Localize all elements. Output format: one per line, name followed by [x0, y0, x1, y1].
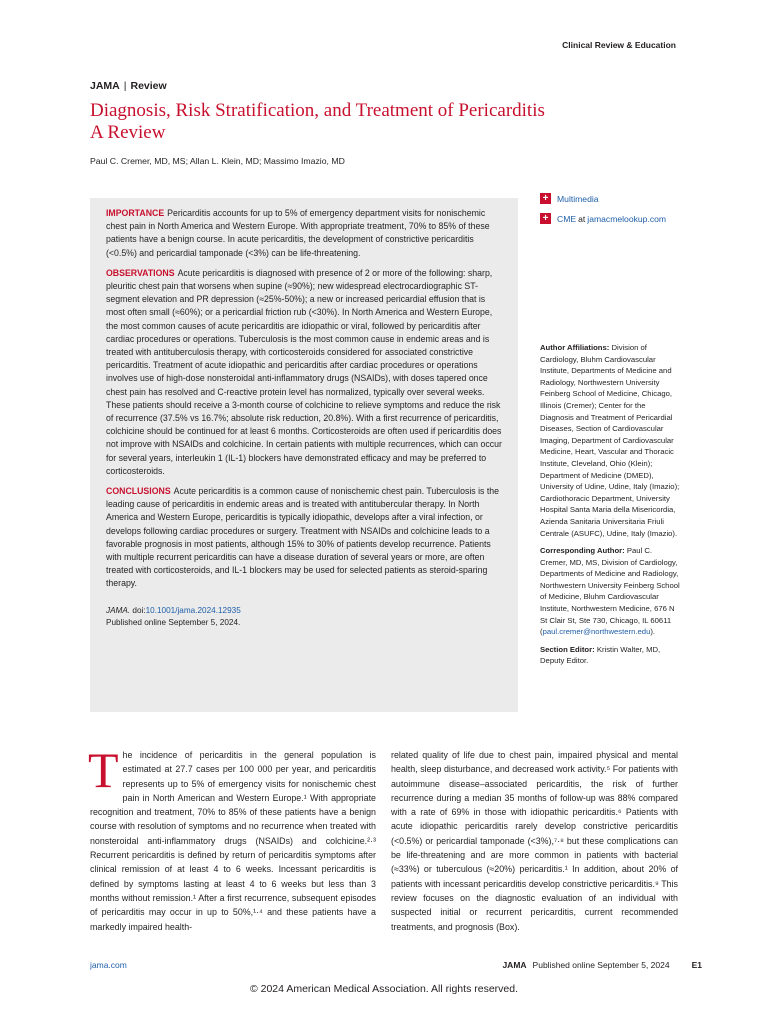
- abstract-text: Acute pericarditis is diagnosed with presence of 2 or more of the following: sharp, pleuritic chest pain that worsens when supine (≈90%); new widespread electrocardiographic ST-segment elevation and PR depression (≈25%-50%); a new or increased pericardial effusion that is most often small (≈60%); or a pericardial friction rub (<30%). In North America and Western Europe, the most common causes of acute pericarditis are idiopathic or viral, followed by pericarditis after cardiac procedures or operations. Tuberculosis is the most common cause in endemic areas and is treated with antituberculosis therapy, with corticosteroids considered for associated constrictive pericarditis. Treatment of acute idiopathic and pericarditis after cardiac procedures or operations involves use of high-dose nonsteroidal anti-inflammatory drugs (NSAIDs), with doses tapered once chest pain has resolved and C-reactive protein level has normalized, typically over several weeks. These patients should receive a 3-month course of colchicine to relieve symptoms and reduce the risk of recurrence (37.5% vs 16.7%; absolute risk reduction, 20.8%). With a first recurrence of pericarditis, colchicine should be continued for at least 6 months. Corticosteroids are often used if pericarditis does not improve with NSAIDs and colchicine. In certain patients with multiple recurrences, which can occur for several years, interleukin 1 (IL-1) blockers have demonstrated efficacy and may be preferred to corticosteroids.: [106, 267, 502, 476]
- corresponding-heading: Corresponding Author:: [540, 546, 625, 556]
- body-column-right: [391, 748, 678, 934]
- abstract-box: [90, 198, 518, 712]
- author-list: Paul C. Cremer, MD, MS; Allan L. Klein, MD; Massimo Imazio, MD: [90, 156, 345, 166]
- plus-icon: +: [540, 213, 551, 224]
- journal-separator: |: [123, 80, 127, 92]
- corresponding-end: ).: [650, 627, 656, 637]
- affiliations-text: Division of Cardiology, Bluhm Cardiovascular Institute, Departments of Medicine and Radiology, Northwestern University Feinberg School of Medicine, Chicago, Illinois (Cremer); Center for the Diagnosis and Treatment of Pericardial Diseases, Section of Cardiovascular Imaging, Department of Cardiovascular Medicine, Heart, Vascular and Thoracic Institute, Cleveland, Ohio (Klein); Department of Medicine (DMED), University of Udine, Udine, Italy (Imazio); Cardiothoracic Department, University Hospital Santa Maria della Misericordia, Azienda Sanitaria Universitaria Friuli Centrale (ASUFC), Udine, Italy (Imazio).: [540, 343, 680, 538]
- journal-name: JAMA: [90, 80, 120, 92]
- abstract-observations: [106, 267, 502, 478]
- citation-doi-label: doi:: [132, 605, 146, 615]
- citation-journal: JAMA.: [106, 605, 131, 615]
- editor-text: Kristin Walter, MD, Deputy Editor.: [540, 644, 661, 666]
- affiliations-heading: Author Affiliations:: [540, 343, 610, 352]
- body-text: related quality of life due to chest pain, impaired physical and mental health, sleep disturbance, and decreased work activity.⁵ For patients with autoimmune disease–associated pericarditis, the risk of further recurrence during a median 35 months of follow-up was 88% compared with a rate of 69% in those with idiopathic pericarditis.⁶ Patients with acute idiopathic pericarditis rarely develop constrictive pericarditis (<0.5%) or pericardial tamponade (<3%),⁷·⁸ but these complications can be life-threatening and are more common in patients with bacterial (≈33%) or tuberculous (≈20%) pericarditis.¹ In addition, about 20% of patients with incessant pericarditis develop constrictive pericarditis.⁹ This review focuses on the diagnostic evaluation of an individual with suspected initial or recurrent pericarditis, current recommended treatments, and prognosis (Box).: [391, 750, 678, 932]
- abstract-heading: IMPORTANCE: [106, 208, 165, 218]
- page-number: E1: [691, 960, 702, 970]
- article-title: Diagnosis, Risk Stratification, and Treatment of Pericarditis: [90, 100, 545, 121]
- citation-published: Published online September 5, 2024.: [106, 617, 241, 627]
- citation-doi-link[interactable]: 10.1001/jama.2024.12935: [145, 605, 241, 615]
- footer-site-link[interactable]: jama.com: [90, 960, 127, 970]
- copyright: © 2024 American Medical Association. All rights reserved.: [249, 983, 519, 995]
- cme-url[interactable]: jamacmelookup.com: [587, 213, 667, 224]
- abstract-heading: OBSERVATIONS: [106, 267, 175, 278]
- multimedia-link[interactable]: [540, 193, 599, 204]
- corresponding-email[interactable]: paul.cremer@northwestern.edu: [542, 627, 651, 637]
- corresponding-author: [540, 545, 680, 638]
- body-text: he incidence of pericarditis in the general population is estimated at 27.7 cases per 100 000 per year, and pericarditis represents up to 5% of emergency visits for nonischemic chest pain in North American and Western Europe.¹ With appropriate recognition and treatment, 70% to 85% of these patients have a benign course with resolution of symptoms and no recurrence when treated with nonsteroidal anti-inflammatory drugs (NSAIDs) and colchicine.²·³ Recurrent pericarditis is defined by return of pericarditis symptoms after clinical remission of at least 4 to 6 weeks. Incessant pericarditis is defined by symptoms lasting at least 4 to 6 weeks but less than 3 months without remission.¹ After a first recurrence, subsequent episodes of pericarditis may occur in up to 50%,¹·⁴ and these patients have a markedly impaired health-: [90, 750, 376, 932]
- cme-link[interactable]: [540, 213, 666, 224]
- plus-icon: +: [540, 193, 551, 204]
- abstract-conclusions: [106, 485, 502, 591]
- footer-journal: JAMA: [502, 960, 527, 970]
- body-column-left: [88, 742, 376, 934]
- section-label: Clinical Review & Education: [562, 40, 676, 50]
- abstract-text: Acute pericarditis is a common cause of nonischemic chest pain. Tuberculosis is the leading cause of pericarditis in endemic areas and is treated with antitubercular therapy. In North America and Western Europe, pericarditis is typically idiopathic, develops after a viral infection, or develops following cardiac procedures or surgery. Treatment with NSAIDs and colchicine leads to a favorable prognosis in most patients, although 15% to 30% of patients develop recurrence. Patients with multiple recurrent pericarditis can have a disease duration of several years or more, are often treated with corticosteroids, and IL-1 blockers may be used for selected patients as steroid-sparing therapy.: [106, 486, 500, 589]
- footer-info: [502, 960, 702, 970]
- cme-label: CME: [557, 213, 577, 224]
- corresponding-text: Paul C. Cremer, MD, MS, Division of Cardiology, Departments of Medicine and Radiology, Northwestern University Feinberg School of Medicine, Bluhm Cardiovascular Institute, Northwestern Medicine, 676 N St Clair St, Ste 730, Chicago, IL 60611 (: [540, 546, 680, 637]
- multimedia-label: Multimedia: [557, 193, 599, 204]
- sidebar-notes: [540, 342, 680, 673]
- article-subtitle: A Review: [90, 122, 166, 143]
- author-affiliations: [540, 342, 680, 539]
- abstract-heading: CONCLUSIONS: [106, 486, 171, 497]
- drop-cap: T: [88, 742, 119, 798]
- cme-at: at: [578, 213, 586, 224]
- section-editor: [540, 644, 680, 667]
- abstract-importance: [106, 207, 502, 260]
- editor-heading: Section Editor:: [540, 644, 595, 654]
- journal-line: [90, 80, 167, 92]
- article-type: Review: [130, 80, 167, 92]
- abstract-text: Pericarditis accounts for up to 5% of emergency department visits for nonischemic chest pain in North America and Western Europe. With appropriate treatment, 70% to 85% of these patients have a benign course. In acute pericarditis, the development of constrictive pericarditis (<0.5%) and pericardial tamponade (<3%) can be life-threatening.: [106, 208, 490, 258]
- citation: [106, 605, 502, 629]
- footer-published: Published online September 5, 2024: [532, 960, 670, 970]
